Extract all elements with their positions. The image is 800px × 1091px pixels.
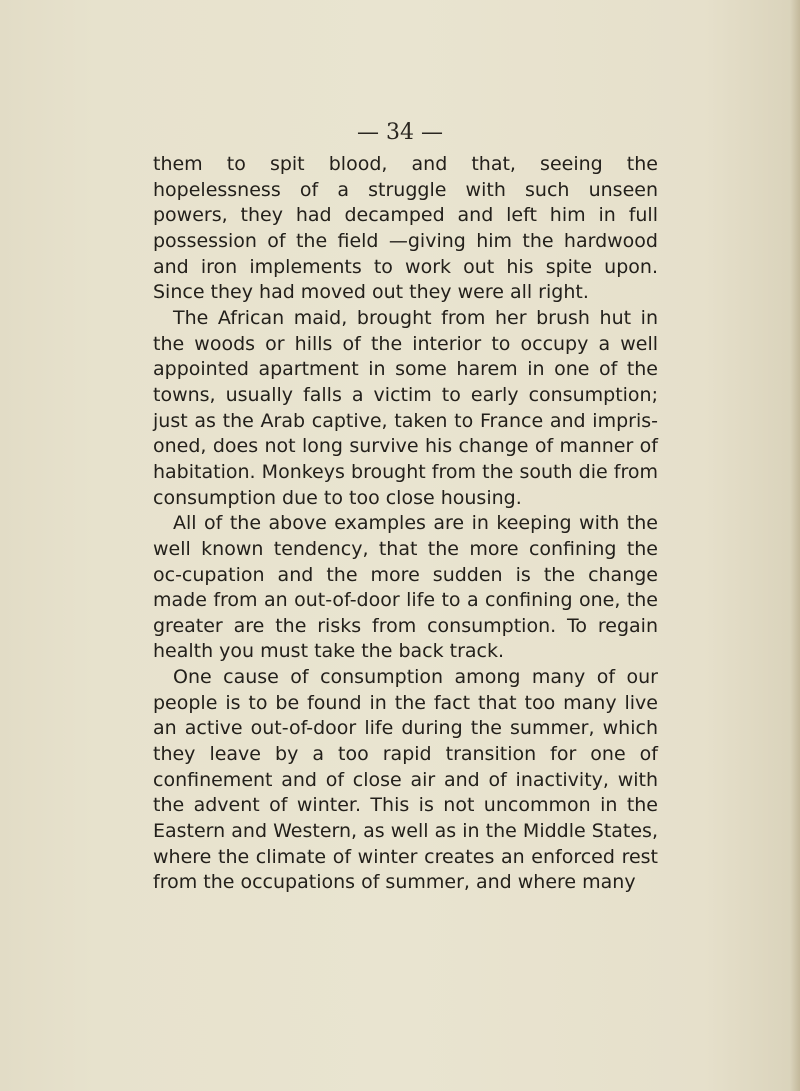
page-edge-shadow bbox=[790, 0, 800, 1091]
body-text bbox=[153, 152, 658, 896]
paragraph-2: The African maid, brought from her brush hut in the woods or hills of the interior to occupy a well appointed apartment in some harem in one of the towns, usually falls a victim to early consumption; just as the Arab captive, taken to France and impris-oned, does not long survive his change of manner of habitation. Monkeys brought from the south die from consumption due to too close housing. bbox=[153, 306, 658, 509]
paragraph-3: All of the above examples are in keeping with the well known tendency, that the more confining the oc-cupation and the more sudden is the change made from an out-of-door life to a confining one, the greater are the risks from consumption. To regain health you must take the back track. bbox=[153, 512, 658, 663]
paragraph-4: One cause of consumption among many of our people is to be found in the fact that too many live an active out-of-door life during the summer, which they leave by a too rapid transition for one of confinement and of close air and of inactivity, with the advent of winter. This is not uncommon in the Eastern and Western, as well as in the Middle States, where the climate of winter creates an enforced rest from the occupations of summer, and where many bbox=[153, 666, 658, 894]
paragraph-1: them to spit blood, and that, seeing the hopelessness of a struggle with such unseen powers, they had decamped and left him in full possession of the field —giving him the hardwood and iron implements to work out his spite upon. Since they had moved out they were all right. bbox=[153, 153, 658, 304]
page-number: — 34 — bbox=[357, 120, 443, 145]
